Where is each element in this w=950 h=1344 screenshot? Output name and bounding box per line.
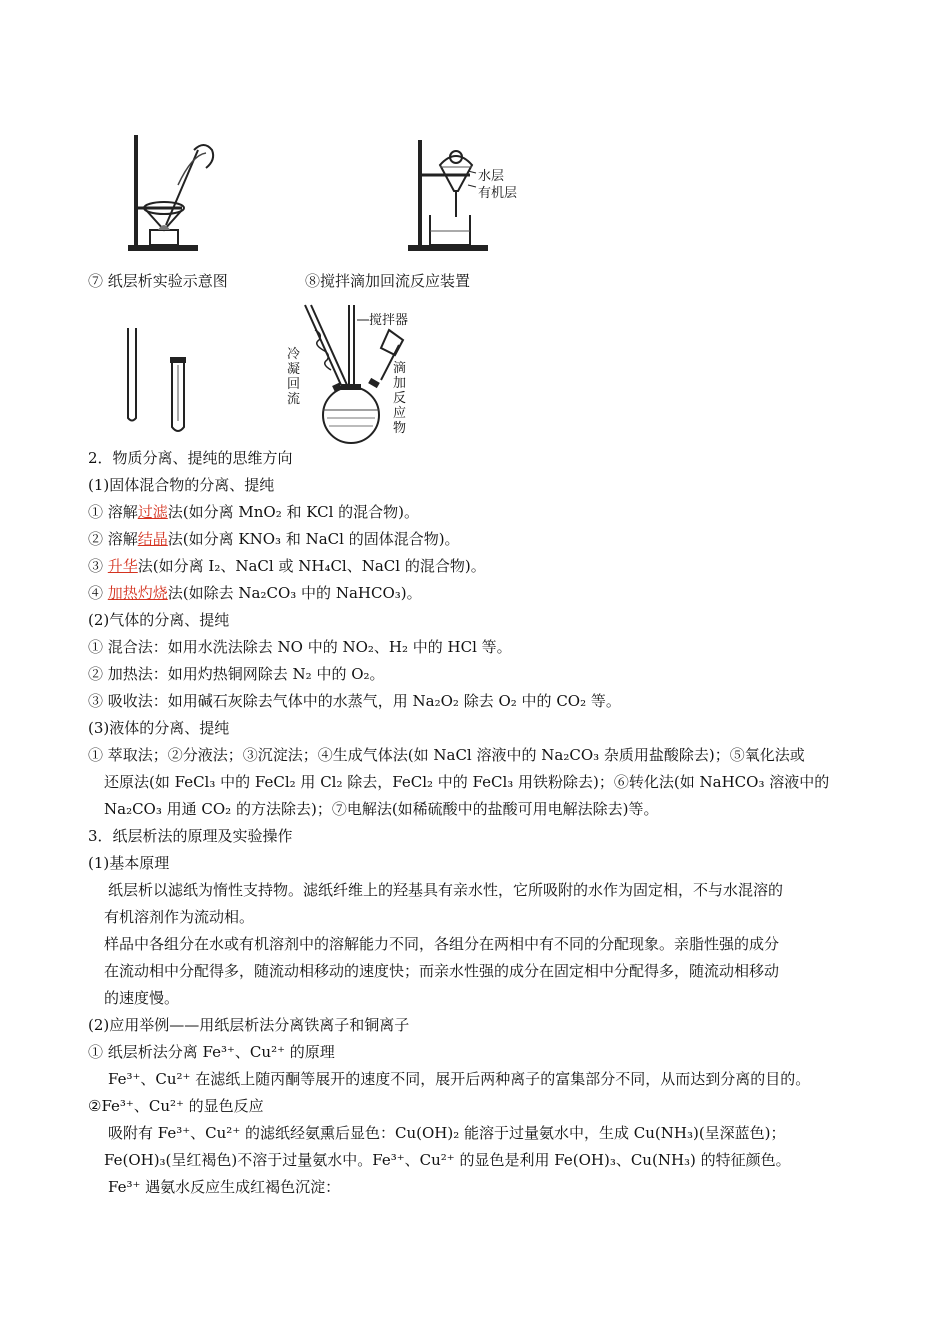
- principle-paragraph-line-3: 样品中各组分在水或有机溶剂中的溶解能力不同，各组分在两相中有不同的分配现象。亲脂性强的成分: [104, 935, 780, 953]
- condense-reflux-label-2: 凝: [287, 362, 301, 377]
- keyword-sublimation: 升华: [107, 557, 138, 575]
- condense-reflux-label-4: 流: [287, 392, 301, 407]
- solid-method-2: ② 溶解结晶法(如分离 KNO₃ 和 NaCl 的固体混合物)。: [88, 530, 460, 548]
- gas-method-1: ① 混合法：如用水洗法除去 NO 中的 NO₂、H₂ 中的 HCl 等。: [88, 638, 512, 656]
- test-tubes-figure: [120, 323, 200, 443]
- condense-reflux-label-3: 回: [287, 377, 301, 392]
- solid-method-4: ④ 加热灼烧法(如除去 Na₂CO₃ 中的 NaHCO₃)。: [88, 584, 422, 602]
- reflux-apparatus-figure: [285, 300, 425, 450]
- dropwise-reactant-label-1: 滴: [393, 361, 407, 376]
- solid-method-3: ③ 升华法(如分离 I₂、NaCl 或 NH₄Cl、NaCl 的混合物)。: [88, 557, 486, 575]
- condense-reflux-label-1: 冷: [287, 347, 301, 362]
- section-2-sub-1: (1)固体混合物的分离、提纯: [88, 476, 275, 494]
- principle-paragraph-line-4: 在流动相中分配得多，随流动相移动的速度快；而亲水性强的成分在固定相中分配得多，随流动相移动: [104, 962, 780, 980]
- solid-method-1: ① 溶解过滤法(如分离 MnO₂ 和 KCl 的混合物)。: [88, 503, 419, 521]
- section-2-sub-3: (3)液体的分离、提纯: [88, 719, 230, 737]
- dropwise-reactant-label-5: 物: [393, 421, 407, 436]
- dropwise-reactant-label-2: 加: [393, 376, 407, 391]
- principle-paragraph-line-2: 有机溶剂作为流动相。: [104, 908, 255, 926]
- figure-7-caption: ⑦ 纸层析实验示意图: [88, 272, 228, 290]
- principle-paragraph-line-5: 的速度慢。: [104, 989, 180, 1007]
- water-layer-label: 水层: [478, 169, 505, 184]
- section-3-sub-1: (1)基本原理: [88, 854, 170, 872]
- liquid-methods-line-1: ① 萃取法；②分液法；③沉淀法；④生成气体法(如 NaCl 溶液中的 Na₂CO₃ 杂质用盐酸除去)；⑤氧化法或: [88, 746, 805, 764]
- liquid-methods-line-2: 还原法(如 FeCl₃ 中的 FeCl₂ 用 Cl₂ 除去，FeCl₂ 中的 FeCl₃ 用铁粉除去)；⑥转化法(如 NaHCO₃ 溶液中的: [104, 773, 830, 791]
- section-3-sub-2: (2)应用举例——用纸层析法分离铁离子和铜离子: [88, 1016, 410, 1034]
- application-text-3: Fe(OH)₃(呈红褐色)不溶于过量氨水中。Fe³⁺、Cu²⁺ 的显色是利用 Fe(OH)₃、Cu(NH₃) 的特征颜色。: [104, 1151, 791, 1169]
- section-2-sub-2: (2)气体的分离、提纯: [88, 611, 230, 629]
- application-item-2: ②Fe³⁺、Cu²⁺ 的显色反应: [88, 1097, 264, 1115]
- dropwise-reactant-label-4: 应: [393, 406, 407, 421]
- application-text-1: Fe³⁺、Cu²⁺ 在滤纸上随丙酮等展开的速度不同，展开后两种离子的富集部分不同，从而达到分离的目的。: [108, 1070, 811, 1088]
- application-item-1: ① 纸层析法分离 Fe³⁺、Cu²⁺ 的原理: [88, 1043, 335, 1061]
- organic-layer-label: 有机层: [478, 186, 518, 201]
- dropwise-reactant-label-3: 反: [393, 391, 407, 406]
- keyword-heating-burning: 加热灼烧: [107, 584, 168, 602]
- keyword-crystallization: 结晶: [137, 530, 168, 548]
- principle-paragraph-line-1: 纸层析以滤纸为惰性支持物。滤纸纤维上的羟基具有亲水性，它所吸附的水作为固定相，不与水混溶的: [108, 881, 784, 899]
- application-text-4: Fe³⁺ 遇氨水反应生成红褐色沉淀：: [108, 1178, 341, 1196]
- gas-method-3: ③ 吸收法：如用碱石灰除去气体中的水蒸气，用 Na₂O₂ 除去 O₂ 中的 CO₂ 等。: [88, 692, 621, 710]
- filtration-apparatus-figure: [120, 130, 230, 255]
- section-2-heading: 2．物质分离、提纯的思维方向: [88, 449, 293, 467]
- figure-8-caption: ⑧搅拌滴加回流反应装置: [305, 272, 471, 290]
- stirrer-label: 搅拌器: [369, 313, 409, 328]
- application-text-2: 吸附有 Fe³⁺、Cu²⁺ 的滤纸经氨熏后显色：Cu(OH)₂ 能溶于过量氨水中，生成 Cu(NH₃)(呈深蓝色)；: [108, 1124, 786, 1142]
- liquid-methods-line-3: Na₂CO₃ 用通 CO₂ 的方法除去)；⑦电解法(如稀硫酸中的盐酸可用电解法除去)等。: [104, 800, 659, 818]
- gas-method-2: ② 加热法：如用灼热铜网除去 N₂ 中的 O₂。: [88, 665, 385, 683]
- separatory-funnel-figure: [400, 135, 540, 255]
- keyword-filtration: 过滤: [137, 503, 168, 521]
- section-3-heading: 3．纸层析法的原理及实验操作: [88, 827, 293, 845]
